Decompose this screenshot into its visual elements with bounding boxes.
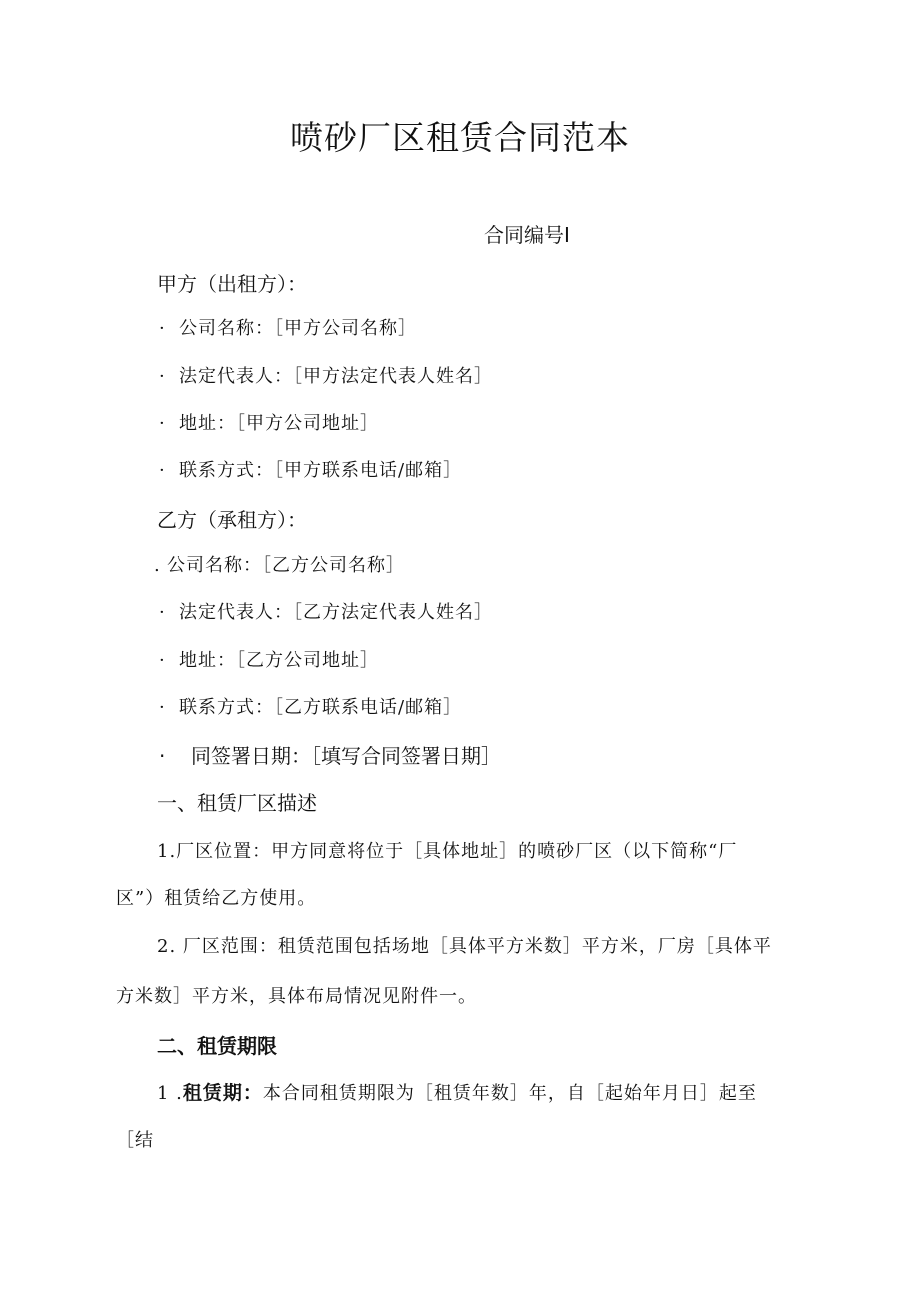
clause-text: 本合同租赁期限为［租赁年数］年，自［起始年月日］起至: [262, 1083, 757, 1104]
field-text: 法定代表人：［乙方法定代表人姓名］: [179, 602, 493, 623]
field-text: 地址：［乙方公司地址］: [179, 650, 379, 671]
bullet: ·: [159, 602, 166, 623]
party-a-address: [159, 409, 379, 439]
party-b-legal-representative: [159, 598, 493, 628]
contract-number: 合同编号I: [484, 223, 570, 247]
bullet: ·: [159, 318, 166, 339]
bullet: .: [154, 555, 161, 576]
section-1-para-2-line-2: 方米数］平方米，具体布局情况见附件一。: [116, 986, 477, 1007]
party-b-address: [159, 646, 379, 676]
section-2-para-1-line-2: ［结: [116, 1130, 154, 1151]
party-b-heading: 乙方（承租方）：: [157, 508, 307, 532]
bullet: ·: [159, 650, 166, 671]
section-1-para-1-line-1: 1.厂区位置：甲方同意将位于［具体地址］的喷砂厂区（以下简称“厂: [157, 841, 738, 862]
section-1-heading: 一、租赁厂区描述: [157, 791, 317, 815]
party-b-company-name: [154, 551, 405, 581]
field-text: 公司名称：［乙方公司名称］: [167, 555, 405, 576]
field-text: 法定代表人：［甲方法定代表人姓名］: [179, 366, 493, 387]
clause-number: 1 .: [157, 1083, 183, 1104]
bullet: ·: [159, 460, 166, 481]
section-2-heading: 二、租赁期限: [157, 1034, 277, 1058]
field-text: 联系方式：［甲方联系电话/邮箱］: [179, 460, 463, 481]
party-b-contact: [159, 693, 462, 723]
party-a-contact: [159, 456, 462, 486]
bullet: ·: [159, 366, 166, 387]
party-a-company-name: [159, 314, 417, 344]
section-1-para-2-line-1: 2. 厂区范围：租赁范围包括场地［具体平方米数］平方米，厂房［具体平: [157, 936, 772, 957]
document-title: 喷砂厂区租赁合同范本: [290, 118, 630, 157]
bullet: ·: [159, 744, 166, 768]
signing-date-line: [159, 740, 501, 772]
field-text: 公司名称：［甲方公司名称］: [179, 318, 417, 339]
section-1-para-1-line-2: 区”）租赁给乙方使用。: [116, 888, 317, 909]
signing-date-text: 同签署日期：［填写合同签署日期］: [191, 744, 501, 768]
clause-lead: 租赁期：: [182, 1082, 263, 1104]
section-2-para-1-line-1: [157, 1078, 757, 1109]
party-a-legal-representative: [159, 362, 493, 392]
field-text: 联系方式：［乙方联系电话/邮箱］: [179, 697, 463, 718]
party-a-heading: 甲方（出租方）：: [157, 272, 307, 296]
bullet: ·: [159, 413, 166, 434]
field-text: 地址：［甲方公司地址］: [179, 413, 379, 434]
bullet: ·: [159, 697, 166, 718]
